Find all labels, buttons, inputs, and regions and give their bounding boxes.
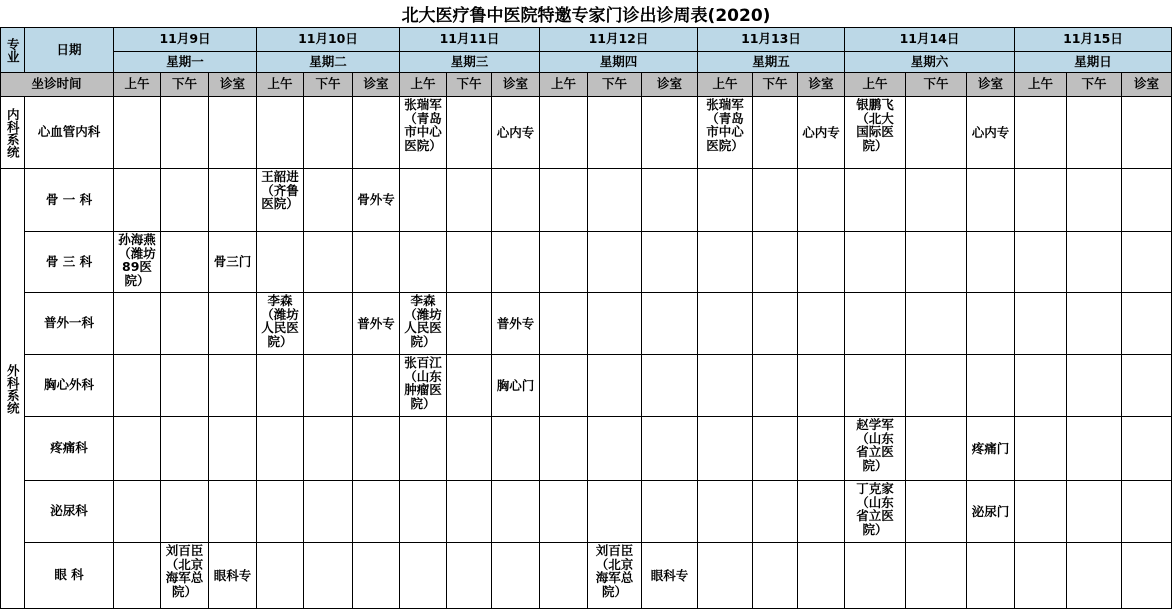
empty-cell: [1122, 481, 1172, 543]
empty-cell: [447, 232, 492, 293]
empty-cell: [753, 293, 798, 355]
empty-cell: [304, 293, 353, 355]
empty-cell: [114, 417, 161, 481]
empty-cell: [1122, 232, 1172, 293]
empty-cell: [588, 481, 642, 543]
system-internal: 内科系统: [0, 97, 25, 169]
slot-am: 上午: [845, 73, 906, 97]
empty-cell: [540, 293, 588, 355]
empty-cell: [1015, 169, 1067, 232]
empty-cell: [447, 293, 492, 355]
department-name: 普外一科: [25, 293, 114, 355]
empty-cell: [161, 169, 209, 232]
schedule-entry: 刘百臣 （北京 海军总 院）: [588, 543, 642, 609]
empty-cell: [161, 293, 209, 355]
empty-cell: [1122, 355, 1172, 417]
empty-cell: [492, 417, 540, 481]
schedule-entry: 丁克家 （山东 省立医 院）: [845, 481, 906, 543]
empty-cell: [447, 97, 492, 169]
empty-cell: [798, 481, 845, 543]
weekday-cell: 星期一: [114, 52, 257, 73]
system-surgery: 外科系统: [0, 169, 25, 609]
empty-cell: [753, 355, 798, 417]
weekday-cell: 星期三: [400, 52, 540, 73]
empty-cell: [642, 97, 698, 169]
empty-cell: [906, 97, 967, 169]
empty-cell: [1122, 417, 1172, 481]
empty-cell: [114, 355, 161, 417]
empty-cell: [845, 355, 906, 417]
empty-cell: [642, 169, 698, 232]
empty-cell: [906, 355, 967, 417]
empty-cell: [447, 481, 492, 543]
slot-room: 诊室: [492, 73, 540, 97]
empty-cell: [967, 543, 1015, 609]
empty-cell: [1067, 543, 1122, 609]
department-name: 心血管内科: [25, 97, 114, 169]
schedule-entry: 王韶进 （齐鲁 医院）: [257, 169, 304, 232]
empty-cell: [798, 355, 845, 417]
department-name: 疼痛科: [25, 417, 114, 481]
schedule-entry: 孙海燕 （潍坊 89医 院）: [114, 232, 161, 293]
schedule-entry: 李森 （潍坊 人民医 院）: [257, 293, 304, 355]
empty-cell: [642, 417, 698, 481]
empty-cell: [400, 169, 447, 232]
schedule-entry: 普外专: [353, 293, 400, 355]
slot-room: 诊室: [1122, 73, 1172, 97]
empty-cell: [540, 417, 588, 481]
slot-pm: 下午: [588, 73, 642, 97]
empty-cell: [588, 97, 642, 169]
empty-cell: [1015, 417, 1067, 481]
slot-am: 上午: [257, 73, 304, 97]
empty-cell: [400, 543, 447, 609]
empty-cell: [906, 417, 967, 481]
date-cell: 11月10日: [257, 28, 400, 52]
slot-am: 上午: [1015, 73, 1067, 97]
slot-room: 诊室: [967, 73, 1015, 97]
empty-cell: [753, 97, 798, 169]
schedule-entry: 刘百臣 （北京 海军总 院）: [161, 543, 209, 609]
empty-cell: [114, 481, 161, 543]
schedule-title: 北大医疗鲁中医院特邀专家门诊出诊周表(2020): [0, 0, 1172, 28]
department-name: 骨 三 科: [25, 232, 114, 293]
empty-cell: [588, 293, 642, 355]
schedule-entry: 胸心门: [492, 355, 540, 417]
empty-cell: [967, 169, 1015, 232]
schedule-entry: 眼科专: [209, 543, 257, 609]
empty-cell: [209, 97, 257, 169]
empty-cell: [1067, 232, 1122, 293]
empty-cell: [698, 169, 753, 232]
slot-room: 诊室: [353, 73, 400, 97]
empty-cell: [209, 355, 257, 417]
slot-pm: 下午: [447, 73, 492, 97]
empty-cell: [161, 232, 209, 293]
slot-pm: 下午: [161, 73, 209, 97]
empty-cell: [798, 169, 845, 232]
empty-cell: [304, 543, 353, 609]
empty-cell: [798, 543, 845, 609]
date-cell: 11月14日: [845, 28, 1015, 52]
empty-cell: [1067, 169, 1122, 232]
slot-pm: 下午: [753, 73, 798, 97]
empty-cell: [642, 293, 698, 355]
empty-cell: [642, 355, 698, 417]
schedule-entry: 李森 （潍坊 人民医 院）: [400, 293, 447, 355]
empty-cell: [400, 481, 447, 543]
date-cell: 11月9日: [114, 28, 257, 52]
slot-am: 上午: [400, 73, 447, 97]
department-name: 眼 科: [25, 543, 114, 609]
empty-cell: [114, 543, 161, 609]
date-cell: 11月11日: [400, 28, 540, 52]
empty-cell: [447, 355, 492, 417]
schedule-entry: 疼痛门: [967, 417, 1015, 481]
empty-cell: [353, 543, 400, 609]
empty-cell: [161, 355, 209, 417]
empty-cell: [642, 232, 698, 293]
empty-cell: [400, 232, 447, 293]
slot-pm: 下午: [906, 73, 967, 97]
weekday-cell: 星期日: [1015, 52, 1172, 73]
empty-cell: [698, 232, 753, 293]
empty-cell: [967, 355, 1015, 417]
slot-am: 上午: [698, 73, 753, 97]
empty-cell: [304, 481, 353, 543]
empty-cell: [114, 169, 161, 232]
empty-cell: [753, 232, 798, 293]
slot-am: 上午: [114, 73, 161, 97]
empty-cell: [257, 543, 304, 609]
empty-cell: [1015, 481, 1067, 543]
slot-pm: 下午: [304, 73, 353, 97]
empty-cell: [1015, 232, 1067, 293]
empty-cell: [967, 232, 1015, 293]
empty-cell: [492, 481, 540, 543]
empty-cell: [1015, 355, 1067, 417]
empty-cell: [1122, 543, 1172, 609]
specialty-header: 专业: [0, 28, 25, 73]
empty-cell: [353, 232, 400, 293]
empty-cell: [540, 481, 588, 543]
slot-room: 诊室: [642, 73, 698, 97]
slot-room: 诊室: [798, 73, 845, 97]
empty-cell: [753, 417, 798, 481]
empty-cell: [400, 417, 447, 481]
empty-cell: [209, 481, 257, 543]
schedule-entry: 骨三门: [209, 232, 257, 293]
empty-cell: [447, 543, 492, 609]
empty-cell: [209, 169, 257, 232]
date-header: 日期: [25, 28, 114, 73]
empty-cell: [1067, 97, 1122, 169]
empty-cell: [588, 169, 642, 232]
schedule-entry: 心内专: [798, 97, 845, 169]
empty-cell: [257, 97, 304, 169]
empty-cell: [906, 169, 967, 232]
date-cell: 11月12日: [540, 28, 698, 52]
empty-cell: [353, 481, 400, 543]
empty-cell: [845, 543, 906, 609]
empty-cell: [698, 355, 753, 417]
empty-cell: [114, 293, 161, 355]
empty-cell: [304, 97, 353, 169]
schedule-entry: 普外专: [492, 293, 540, 355]
empty-cell: [540, 169, 588, 232]
date-cell: 11月13日: [698, 28, 845, 52]
empty-cell: [1015, 97, 1067, 169]
empty-cell: [698, 543, 753, 609]
empty-cell: [353, 355, 400, 417]
empty-cell: [257, 355, 304, 417]
schedule-entry: 心内专: [967, 97, 1015, 169]
slot-pm: 下午: [1067, 73, 1122, 97]
department-name: 泌尿科: [25, 481, 114, 543]
empty-cell: [161, 97, 209, 169]
empty-cell: [798, 293, 845, 355]
empty-cell: [257, 417, 304, 481]
empty-cell: [492, 232, 540, 293]
empty-cell: [540, 543, 588, 609]
schedule-entry: 银鹏飞 （北大 国际医 院）: [845, 97, 906, 169]
empty-cell: [1067, 481, 1122, 543]
empty-cell: [161, 417, 209, 481]
empty-cell: [257, 481, 304, 543]
empty-cell: [698, 293, 753, 355]
empty-cell: [698, 481, 753, 543]
empty-cell: [540, 232, 588, 293]
empty-cell: [447, 169, 492, 232]
schedule-entry: 骨外专: [353, 169, 400, 232]
empty-cell: [1067, 355, 1122, 417]
empty-cell: [492, 543, 540, 609]
empty-cell: [845, 232, 906, 293]
empty-cell: [304, 355, 353, 417]
schedule-entry: 赵学军 （山东 省立医 院）: [845, 417, 906, 481]
empty-cell: [1015, 293, 1067, 355]
empty-cell: [209, 293, 257, 355]
department-name: 胸心外科: [25, 355, 114, 417]
empty-cell: [447, 417, 492, 481]
empty-cell: [114, 97, 161, 169]
empty-cell: [492, 169, 540, 232]
weekday-cell: 星期二: [257, 52, 400, 73]
weekday-cell: 星期五: [698, 52, 845, 73]
schedule-entry: 张百江 （山东 肿瘤医 院）: [400, 355, 447, 417]
empty-cell: [353, 97, 400, 169]
empty-cell: [906, 293, 967, 355]
empty-cell: [906, 232, 967, 293]
schedule-entry: 眼科专: [642, 543, 698, 609]
empty-cell: [906, 481, 967, 543]
empty-cell: [967, 293, 1015, 355]
empty-cell: [304, 232, 353, 293]
slot-am: 上午: [540, 73, 588, 97]
empty-cell: [304, 169, 353, 232]
empty-cell: [906, 543, 967, 609]
empty-cell: [753, 481, 798, 543]
empty-cell: [1067, 417, 1122, 481]
empty-cell: [209, 417, 257, 481]
schedule-entry: 张瑞军 （青岛 市中心 医院）: [400, 97, 447, 169]
empty-cell: [540, 97, 588, 169]
empty-cell: [845, 169, 906, 232]
empty-cell: [588, 355, 642, 417]
table-left-border: [0, 28, 1, 609]
empty-cell: [698, 417, 753, 481]
schedule-entry: 心内专: [492, 97, 540, 169]
empty-cell: [353, 417, 400, 481]
empty-cell: [1122, 169, 1172, 232]
slot-room: 诊室: [209, 73, 257, 97]
empty-cell: [753, 543, 798, 609]
empty-cell: [540, 355, 588, 417]
time-header: 坐诊时间: [0, 73, 114, 97]
schedule-entry: 泌尿门: [967, 481, 1015, 543]
weekday-cell: 星期六: [845, 52, 1015, 73]
empty-cell: [1122, 293, 1172, 355]
empty-cell: [257, 232, 304, 293]
empty-cell: [798, 232, 845, 293]
empty-cell: [753, 169, 798, 232]
empty-cell: [304, 417, 353, 481]
empty-cell: [798, 417, 845, 481]
empty-cell: [642, 481, 698, 543]
empty-cell: [1015, 543, 1067, 609]
empty-cell: [845, 293, 906, 355]
date-cell: 11月15日: [1015, 28, 1172, 52]
empty-cell: [1067, 293, 1122, 355]
empty-cell: [588, 417, 642, 481]
empty-cell: [588, 232, 642, 293]
schedule-entry: 张瑞军 （青岛 市中心 医院）: [698, 97, 753, 169]
empty-cell: [1122, 97, 1172, 169]
weekday-cell: 星期四: [540, 52, 698, 73]
empty-cell: [161, 481, 209, 543]
department-name: 骨 一 科: [25, 169, 114, 232]
